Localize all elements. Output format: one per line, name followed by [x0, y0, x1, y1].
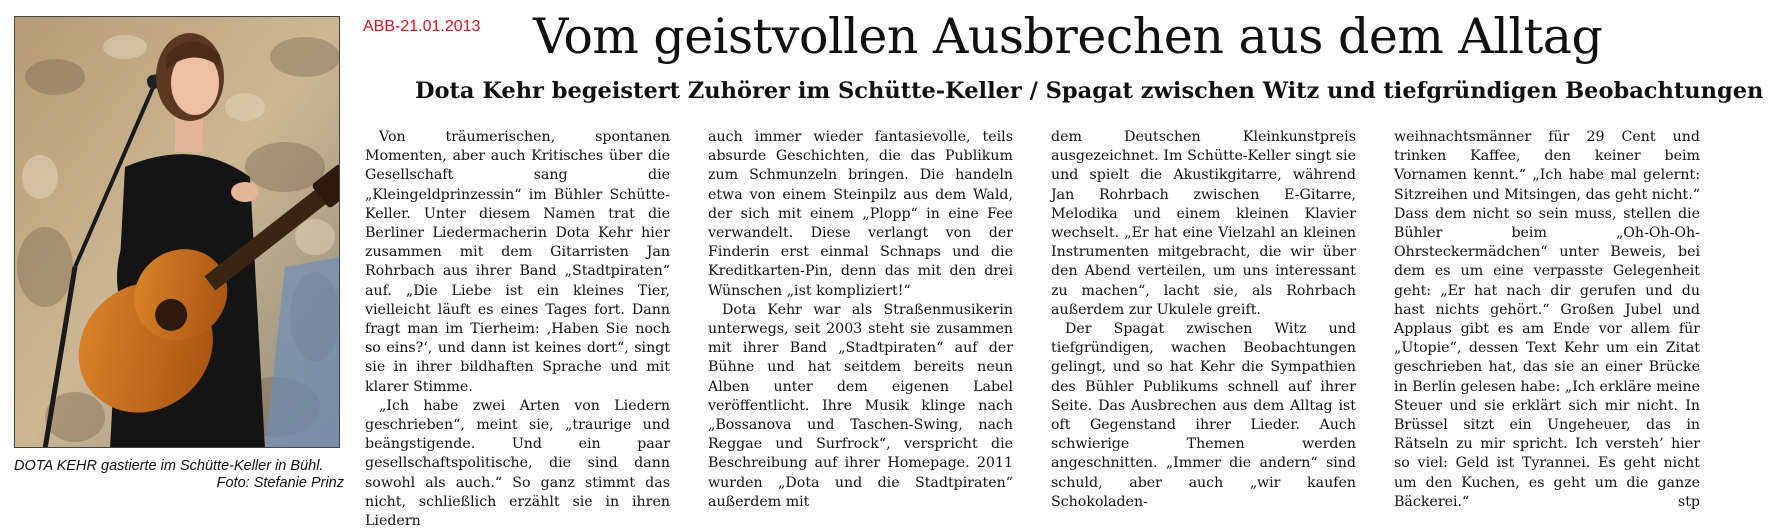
photo-credit: Foto: Stefanie Prinz — [216, 475, 344, 491]
article-column-1 — [365, 128, 670, 531]
paragraph: Von träumerischen, spontanen Momenten, aber auch Kritisches über die Gesellschaft sang die „Kleingeldprinzessin“ im Bühler Schütte-Keller. Unter diesem Namen trat die Berliner Liedermacherin Dota Kehr hier zusammen mit dem Gitarristen Jan Rohrbach aus ihrer Band „Stadtpiraten“ auf. „Die Liebe ist ein kleines Tier, vielleicht läuft es eines Tages fort. Dann fragt man im Tierheim: ‚Haben Sie noch so eins?‘, und dann ist keines dort“, singt sie in ihrer bildhaften Sprache und mit klarer Stimme. — [365, 129, 670, 395]
headline: Vom geistvollen Ausbrechen aus dem Alltag — [533, 8, 1603, 65]
article-column-3 — [1051, 128, 1356, 512]
singer-photo-illustration — [15, 17, 340, 448]
paragraph-text: weihnachtsmänner für 29 Cent und trinken Kaffee, den keiner beim Vornamen kennt.“ „Ich habe mal gelernt: Sitzreihen und Mitsingen, das geht nicht.“ Dass dem nicht so sein muss, stellen die Bühler beim „Oh-Oh-Oh-Ohrsteckermädchen“ unter Beweis, bei dem es um eine verpasste Gelegenheit geht: „Er hat nach dir gerufen und du hast nichts gehört.“ Großen Jubel und Applaus gibt es am Ende vor allem für „Utopie“, dessen Text Kehr um ein Zitat geschrieben hat, das sie an einer Brücke in Berlin gelesen habe: „Ich erkläre meine Steuer und sie erklärt sich mir nicht. In Brüssel sitzt ein Ungeheuer, das in Rätseln zu mir spricht. Ich versteh’ hier so viel: Geld ist Tyrannei. Es geht nicht um den Kuchen, es geht um die ganze Bäckerei.“ — [1394, 129, 1700, 510]
paragraph: dem Deutschen Kleinkunstpreis ausgezeichnet. Im Schütte-Keller singt sie und spielt die Akustikgitarre, während Jan Rohrbach zwischen E-Gitarre, Melodika und einem kleinen Klavier wechselt. „Er hat eine Vielzahl an kleinen Instrumenten mitgebracht, die wir über den Abend verteilen, um uns interessant zu machen“, lacht sie, als Rohrbach außerdem zur Ukulele greift. — [1051, 129, 1356, 318]
article-photo — [14, 16, 340, 448]
paragraph: Dota Kehr war als Straßenmusikerin unterwegs, seit 2003 steht sie zusammen mit ihrer Band „Stadtpiraten“ auf der Bühne und hat seitdem bereits neun Alben unter dem eigenen Label veröffentlicht. Ihre Musik klinge nach „Bossanova und Taschen-Swing, nach Reggae und Surfrock“, verspricht die Beschreibung auf ihrer Homepage. 2011 wurden „Dota und die Stadtpiraten“ außerdem mit — [708, 301, 1013, 510]
paragraph: Der Spagat zwischen Witz und tiefgründigen, wachen Beobachtungen gelingt, und so hat Kehr die Sympathien des Bühler Publikums schnell auf ihrer Seite. Das Ausbrechen aus dem Alltag ist oft Gegenstand ihrer Lieder. Auch schwierige Themen werden angeschnitten. „Immer die andern“ sind schuld, aber auch „wir kaufen Schokoladen- — [1051, 321, 1356, 510]
paragraph: auch immer wieder fantasievolle, teils absurde Geschichten, die das Publikum zum Schmunzeln bringen. Die handeln etwa von einem Steinpilz aus dem Wald, der sich mit einem „Plopp“ in eine Fee verwandelt. Diese verlangt von der Finderin erst einmal Schnaps und die Kreditkarten-Pin, denn das mit den drei Wünschen „ist kompliziert!“ — [708, 129, 1013, 299]
article-column-2 — [708, 128, 1013, 512]
author-initials: stp — [1677, 493, 1700, 510]
subheadline: Dota Kehr begeistert Zuhörer im Schütte-Keller / Spagat zwischen Witz und tiefgründigen Beobachtungen — [415, 78, 1764, 104]
date-stamp: ABB-21.01.2013 — [363, 18, 481, 35]
photo-caption — [14, 458, 344, 492]
caption-text: DOTA KEHR gastierte im Schütte-Keller in Bühl. — [14, 458, 324, 474]
article-column-4 — [1394, 128, 1700, 512]
paragraph: „Ich habe zwei Arten von Liedern geschrieben“, meint sie, „traurige und beängstigende. Und ein paar gesellschaftspolitische, die sind dann sowohl als auch.“ So ganz stimmt das nicht, schließlich erzählt sie in ihren Liedern — [365, 397, 670, 530]
paragraph — [1394, 128, 1700, 512]
